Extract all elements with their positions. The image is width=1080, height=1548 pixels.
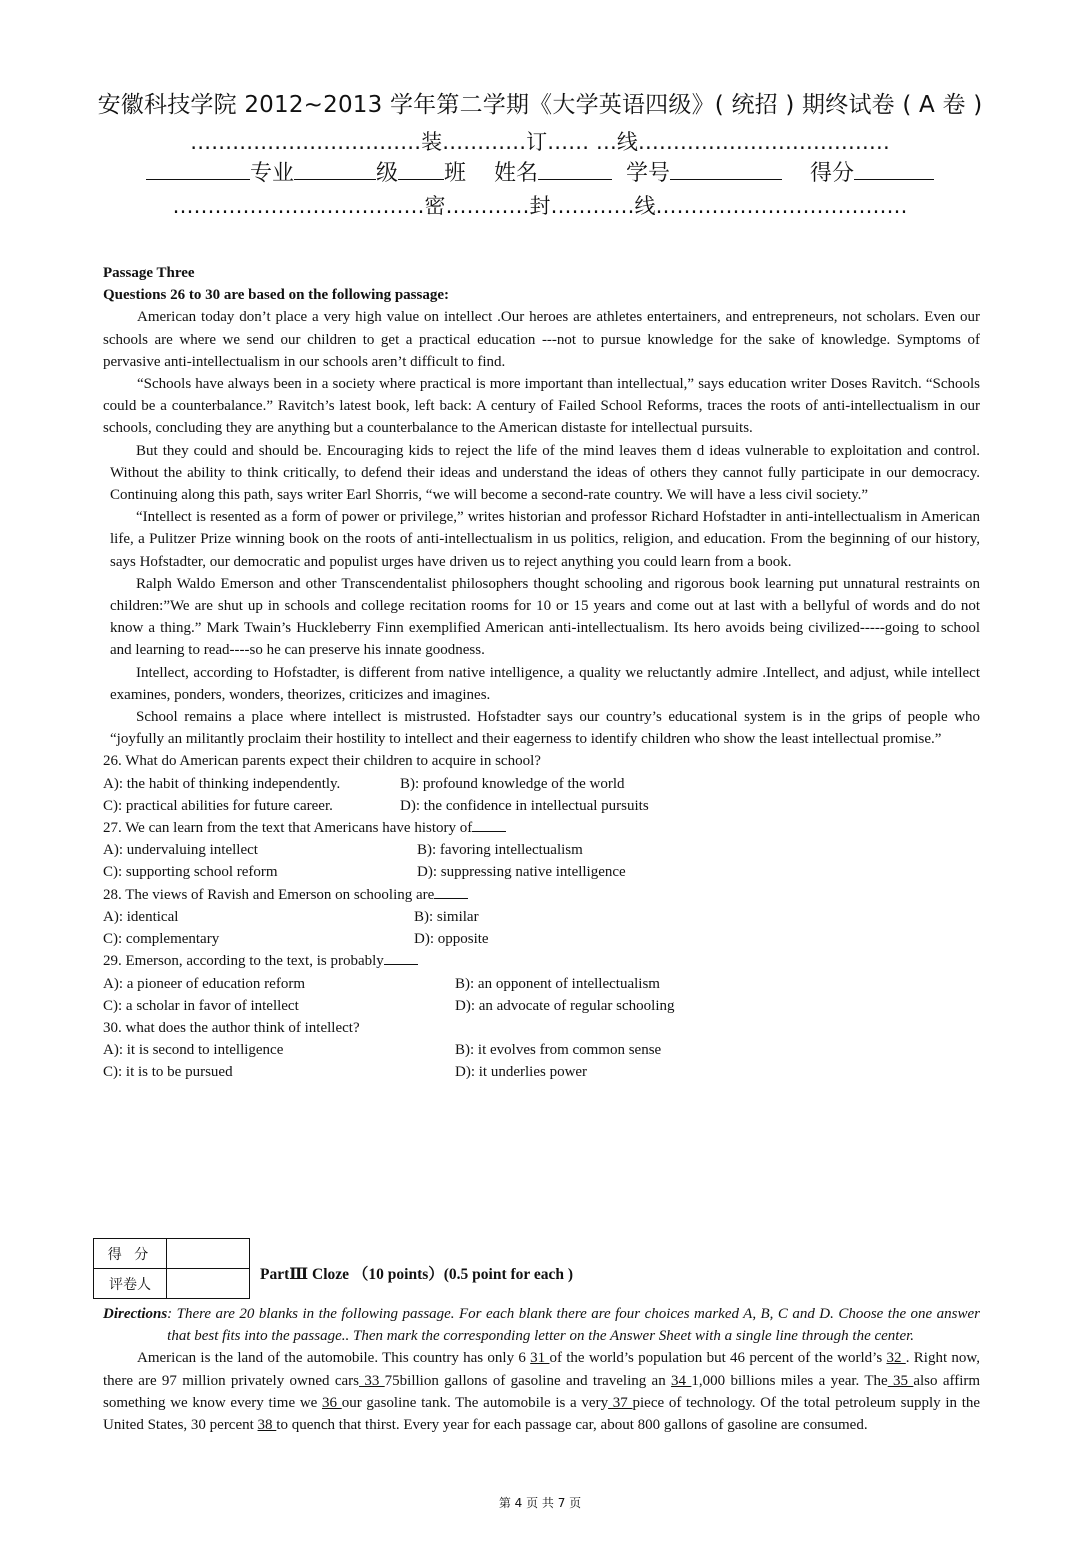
reading-passage — [103, 262, 980, 1084]
cloze-text-segment: 1,000 billions miles a year. The — [691, 1372, 888, 1389]
name-label: 姓名 — [494, 161, 539, 186]
directions — [103, 1303, 980, 1347]
option-B[interactable]: B): similar — [414, 908, 479, 925]
paragraph-2: “Schools have always been in a society where practical is more important than intellectual,” says education writer Doses Ravitch. “Schools could be a counterbalance.” Ravitch’s latest book, left back: A century of Failed School Reforms, traces the roots of anti-intellectualism in our schools, concluding they are anything but a counterbalance to the American distaste for intellectual pursuits. — [103, 376, 980, 437]
cloze-text-segment: . Right now, there are 97 million privately owned cars — [103, 1350, 981, 1389]
class-label: 班 — [444, 161, 467, 186]
score-blank[interactable] — [854, 157, 934, 180]
option-row — [103, 906, 980, 928]
score-box-score-cell[interactable] — [167, 1239, 250, 1269]
option-B[interactable]: B): profound knowledge of the world — [400, 775, 625, 792]
paragraph-7: School remains a place where intellect is mistrusted. Hofstadter says our country’s educational system is in the grips of people who “joyfully an militantly proclaim their hostility to intellect and their eagerness to identify children who show the least intellectual promise.” — [110, 709, 980, 748]
cloze-text-segment: piece of technology. Of the total petroleum supply in the United States, 30 percent — [103, 1394, 981, 1434]
student-id-blank[interactable] — [670, 157, 782, 180]
option-B[interactable]: B): it evolves from common sense — [455, 1042, 662, 1059]
option-D[interactable]: D): suppressing native intelligence — [417, 864, 626, 881]
score-box-grader-label: 评卷人 — [94, 1269, 167, 1299]
option-row — [103, 861, 980, 883]
cloze-text-segment: of the world’s population but 46 percent of the world’s — [549, 1350, 887, 1367]
paragraph-5: Ralph Waldo Emerson and other Transcendentalist philosophers thought schooling and rigorous book learning put unnatural restraints on children:”We are shut up in schools and college recitation rooms for 10 or 15 years and come out at last with a bellyful of words and do not know a thing.” Mark Twain’s Huckleberry Finn exemplified American anti-intellectualism. Its hero avoids being civilized-----going to school and learning to read----so he can preserve his innate goodness. — [110, 575, 980, 659]
grade-blank[interactable] — [398, 157, 444, 180]
score-box-score-label: 得 分 — [94, 1239, 167, 1269]
option-D[interactable]: D): it underlies power — [455, 1064, 588, 1081]
cloze-blank[interactable]: 35 — [887, 1372, 914, 1389]
cloze-text-segment: American is the land of the automobile. This country has only 6 — [137, 1350, 531, 1367]
answer-blank[interactable] — [384, 950, 418, 965]
option-row — [103, 839, 980, 861]
answer-blank[interactable] — [472, 817, 506, 832]
option-C[interactable]: C): practical abilities for future career. — [103, 797, 333, 814]
option-A[interactable]: A): undervaluing intellect — [103, 842, 258, 859]
major-blank[interactable] — [294, 157, 376, 180]
option-B[interactable]: B): favoring intellectualism — [417, 842, 583, 859]
directions-label: Directions — [103, 1306, 168, 1322]
option-row — [103, 795, 980, 817]
option-A[interactable]: A): it is second to intelligence — [103, 1042, 284, 1059]
question-28-stem: 28. The views of Ravish and Emerson on schooling are — [103, 884, 980, 906]
paragraph-6: Intellect, according to Hofstadter, is different from native intelligence, a quality we reluctantly admire .Intellect, and adjust, while intellect examines, ponders, wonders, theorizes, criticizes and imagines. — [110, 664, 980, 703]
cloze-passage — [103, 1347, 980, 1436]
cloze-blank[interactable]: 34 — [671, 1372, 692, 1389]
option-D[interactable]: D): opposite — [414, 931, 489, 948]
score-box — [93, 1238, 250, 1299]
option-C[interactable]: C): a scholar in favor of intellect — [103, 997, 299, 1014]
question-29-stem: 29. Emerson, according to the text, is probably — [103, 950, 980, 972]
score-box-grader-cell[interactable] — [167, 1269, 250, 1299]
option-C[interactable]: C): complementary — [103, 931, 220, 948]
option-D[interactable]: D): the confidence in intellectual pursuits — [400, 797, 649, 814]
cloze-blank[interactable]: 37 — [608, 1394, 633, 1411]
option-row — [103, 995, 980, 1017]
score-label: 得分 — [810, 161, 855, 186]
cloze-blank[interactable]: 33 — [359, 1372, 385, 1389]
cloze-blank[interactable]: 32 — [886, 1350, 906, 1367]
option-C[interactable]: C): supporting school reform — [103, 864, 278, 881]
option-row — [103, 1061, 980, 1083]
major-label: 专业 — [249, 161, 294, 186]
paragraph-4: “Intellect is resented as a form of power or privilege,” writes historian and professor Richard Hofstadter in anti-intellectualism in American life, a Pulitzer Prize winning book on the roots of anti-intellectualism in us politics, religion, and education. From the beginning of our history, says Hofstadter, our democratic and populist urges have driven us to reject anything you could learn from a book. — [110, 509, 980, 570]
option-row — [103, 1039, 980, 1061]
option-A[interactable]: A): the habit of thinking independently. — [103, 775, 341, 792]
directions-text: : There are 20 blanks in the following passage. For each blank there are four choices marked A, B, C and D. Choose the one answer that best fits into the passage.. Then mark the corresponding letter on the Answer Sheet with a single line through the center. — [167, 1306, 980, 1345]
cloze-blank[interactable]: 31 — [530, 1350, 550, 1367]
exam-title: 安徽科技学院 2012~2013 学年第二学期《大学英语四级》( 统招 ) 期终试卷 ( A 卷 ) — [97, 92, 983, 118]
cloze-blank[interactable]: 38 — [257, 1417, 277, 1434]
option-row — [103, 928, 980, 950]
option-A[interactable]: A): a pioneer of education reform — [103, 975, 305, 992]
option-C[interactable]: C): it is to be pursued — [103, 1064, 233, 1081]
part-title: PartⅢ Cloze （10 points）(0.5 point for each ) — [260, 1266, 574, 1283]
binding-line: ……………………………装…………订…… …线……………………………… — [190, 130, 890, 154]
answer-blank[interactable] — [434, 884, 468, 899]
cloze-text-segment: to quench that thirst. Every year for each passage car, about 800 gallons of gasoline are consumed. — [276, 1417, 868, 1434]
option-row — [103, 773, 980, 795]
student-id-label: 学号 — [626, 161, 671, 186]
cloze-section — [103, 1303, 980, 1436]
grade-label: 级 — [375, 161, 398, 186]
question-27-stem: 27. We can learn from the text that Americans have history of — [103, 817, 980, 839]
cloze-text-segment: our gasoline tank. The automobile is a very — [341, 1394, 609, 1411]
passage-heading: Passage Three — [103, 265, 195, 281]
question-26-stem: 26. What do American parents expect their children to acquire in school? — [103, 753, 541, 770]
cloze-blank[interactable]: 36 — [322, 1394, 342, 1411]
option-D[interactable]: D): an advocate of regular schooling — [455, 997, 675, 1014]
student-info-line — [0, 156, 1080, 187]
name-blank[interactable] — [538, 157, 612, 180]
option-B[interactable]: B): an opponent of intellectualism — [455, 975, 660, 992]
page-footer: 第 4 页 共 7 页 — [498, 1496, 582, 1510]
cloze-text-segment: 75billion gallons of gasoline and traveling an — [384, 1372, 672, 1389]
paragraph-1: American today don’t place a very high value on intellect .Our heroes are athletes entertainers, and entrepreneurs, not scholars. Even our schools are where we send our children to get a practical education ---not to pursue knowledge for the sake of knowledge. Symptoms of pervasive anti-intellectualism in our schools aren’t difficult to find. — [103, 309, 980, 370]
seal-line: ………………………………密…………封…………线……………………………… — [172, 194, 908, 218]
option-row — [103, 973, 980, 995]
question-30-stem: 30. what does the author think of intellect? — [103, 1019, 360, 1036]
option-A[interactable]: A): identical — [103, 908, 179, 925]
cloze-text-segment: also affirm something we know every time we — [103, 1372, 981, 1411]
question-list — [103, 750, 980, 1083]
paragraph-3: But they could and should be. Encouraging kids to reject the life of the mind leaves them d ideas vulnerable to exploitation and control. Without the ability to think critically, to defend their ideas and understand the ideas of others they cannot fully participate in our democracy. Continuing along this path, says writer Earl Shorris, “we will become a second-rate country. We will have a less civil society.” — [110, 442, 980, 504]
passage-subheading: Questions 26 to 30 are based on the following passage: — [103, 287, 449, 304]
